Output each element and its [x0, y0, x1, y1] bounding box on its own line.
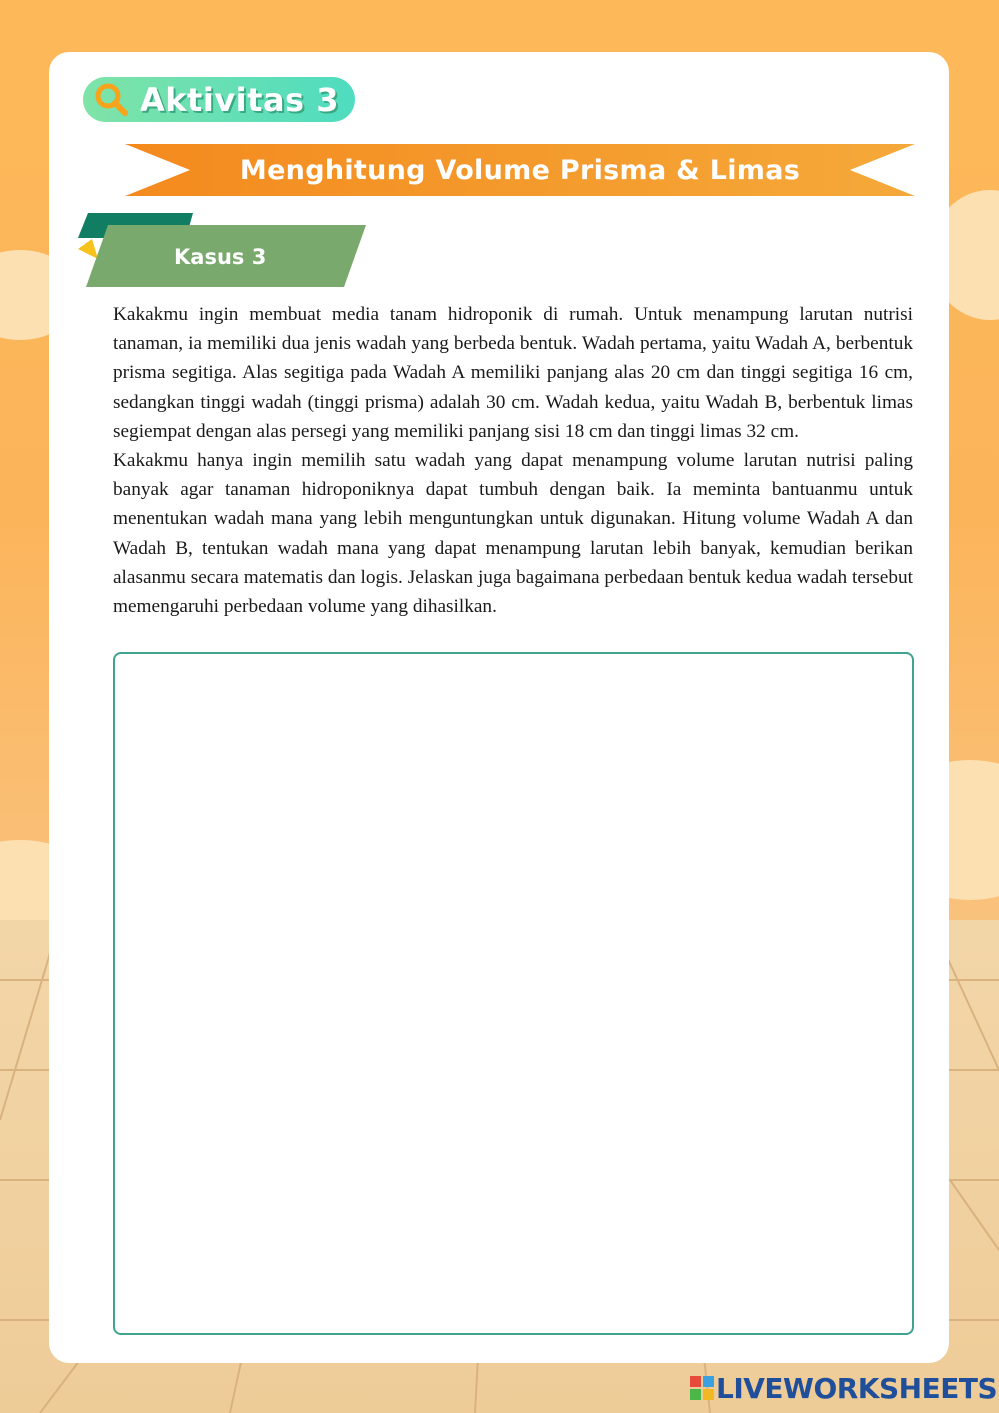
activity-title: Aktivitas 3 — [140, 81, 339, 119]
liveworksheets-logo-icon — [690, 1376, 714, 1400]
problem-paragraph: Kakakmu ingin membuat media tanam hidroponik di rumah. Untuk menampung larutan nutrisi tanaman, ia memiliki dua jenis wadah yang berbeda bentuk. Wadah pertama, yaitu Wadah A, berbentuk prisma segitiga. Alas segitiga pada Wadah A memiliki panjang alas 20 cm dan tinggi segitiga 16 cm, sedangkan tinggi wadah (tinggi prisma) adalah 30 cm. Wadah kedua, yaitu Wadah B, berbentuk limas segiempat dengan alas persegi yang memiliki panjang sisi 18 cm dan tinggi limas 32 cm. — [113, 304, 913, 442]
problem-text — [113, 300, 913, 621]
magnifier-icon — [92, 80, 132, 120]
case-label: Kasus 3 — [174, 245, 267, 269]
problem-paragraph: Kakakmu hanya ingin memilih satu wadah yang dapat menampung volume larutan nutrisi paling banyak agar tanaman hidroponiknya dapat tumbuh dengan baik. Ia meminta bantuanmu untuk menentukan wadah mana yang lebih menguntungkan untuk digunakan. Hitung volume Wadah A dan Wadah B, tentukan wadah mana yang dapat menampung larutan lebih banyak, kemudian berikan alasanmu secara matematis dan logis. Jelaskan juga bagaimana perbedaan bentuk kedua wadah tersebut memengaruhi perbedaan volume yang dihasilkan. — [113, 450, 913, 618]
section-title: Menghitung Volume Prisma & Limas — [239, 155, 801, 186]
answer-textbox[interactable] — [113, 652, 914, 1335]
brand-name: LIVEWORKSHEETS — [716, 1372, 998, 1405]
